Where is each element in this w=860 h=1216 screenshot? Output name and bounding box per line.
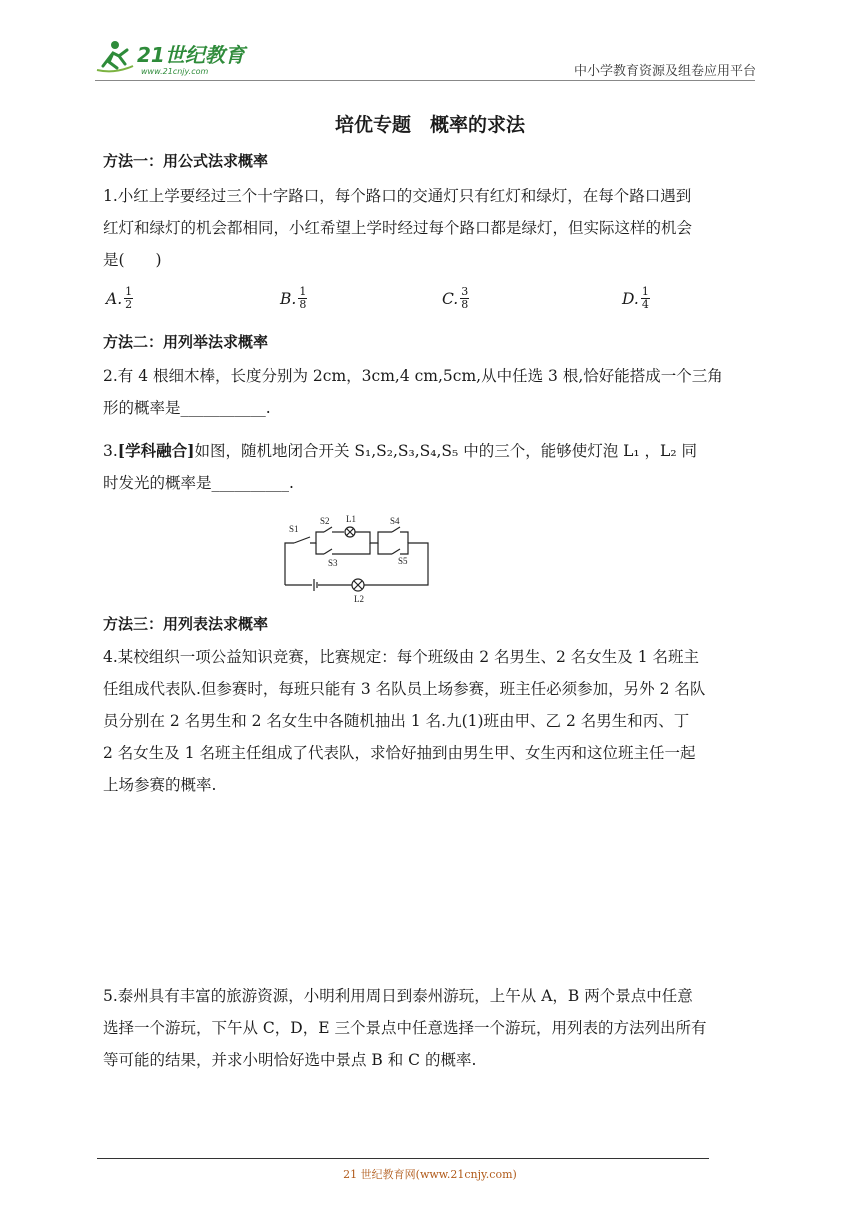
question-1 — [103, 180, 763, 276]
question-2 — [103, 360, 763, 424]
question-2-line-1: 2.有 4 根细木棒，长度分别为 2cm，3cm,4 cm,5cm,从中任选 3 根,恰好能搭成一个三角 — [103, 367, 723, 385]
svg-text:www.21cnjy.com: www.21cnjy.com — [141, 67, 209, 76]
option-d: D. $\frac{1}{4}$ — [622, 285, 649, 311]
header-divider — [95, 80, 755, 81]
subject-fusion-tag: [学科融合] — [117, 441, 195, 460]
question-1-line-2: 红灯和绿灯的机会都相同，小红希望上学时经过每个路口都是绿灯，但实际这样的机会 — [103, 219, 693, 237]
section-heading-formula: 方法一：用公式法求概率 — [103, 152, 269, 170]
option-a: A. $\frac{1}{2}$ — [106, 285, 133, 311]
question-4-line-2: 任组成代表队.但参赛时，每班只能有 3 名队员上场参赛，班主任必须参加，另外 2 名队 — [103, 680, 706, 698]
question-5-line-3: 等可能的结果，并求小明恰好选中景点 B 和 C 的概率. — [103, 1051, 477, 1069]
page-title: 培优专题 概率的求法 — [334, 114, 525, 136]
option-c: C. $\frac{3}{8}$ — [442, 285, 469, 311]
label-l2: L2 — [354, 594, 364, 604]
svg-text:21世纪教育: 21世纪教育 — [137, 43, 245, 67]
question-4-line-5: 上场参赛的概率. — [103, 776, 217, 794]
header-platform-text: 中小学教育资源及组卷应用平台 — [573, 64, 756, 79]
question-4-line-3: 员分别在 2 名男生和 2 名女生中各随机抽出 1 名.九(1)班由甲、乙 2 名男生和丙、丁 — [103, 712, 690, 730]
footer-link[interactable]: 21 世纪教育网(www.21cnjy.com) — [343, 1168, 517, 1181]
section-heading-table: 方法三：用列表法求概率 — [103, 615, 269, 633]
question-5-line-2: 选择一个游玩，下午从 C，D，E 三个景点中任意选择一个游玩，用列表的方法列出所有 — [103, 1019, 707, 1037]
circuit-diagram — [280, 510, 430, 610]
label-s3: S3 — [328, 558, 338, 568]
label-s5: S5 — [398, 556, 408, 566]
label-s4: S4 — [390, 516, 400, 526]
question-1-line-1: 1.小红上学要经过三个十字路口，每个路口的交通灯只有红灯和绿灯，在每个路口遇到 — [103, 187, 692, 205]
label-l1: L1 — [346, 514, 356, 524]
runner-icon — [97, 41, 133, 71]
question-5 — [103, 980, 763, 1076]
brand-logo — [95, 36, 260, 78]
option-b: B. $\frac{1}{8}$ — [280, 285, 307, 311]
question-5-line-1: 5.泰州具有丰富的旅游资源，小明利用周日到泰州游玩，上午从 A，B 两个景点中任意 — [103, 987, 693, 1005]
question-4-line-4: 2 名女生及 1 名班主任组成了代表队，求恰好抽到由男生甲、女生丙和这位班主任一起 — [103, 744, 696, 762]
footer-divider — [97, 1158, 709, 1159]
question-1-line-3: 是( ) — [103, 251, 162, 269]
question-4-line-1: 4.某校组织一项公益知识竞赛，比赛规定：每个班级由 2 名男生、2 名女生及 1 名班主 — [103, 648, 700, 666]
question-3-line-1: 3.[学科融合]如图，随机地闭合开关 S₁,S₂,S₃,S₄,S₅ 中的三个，能够使灯泡 L₁ ，L₂ 同 — [103, 441, 697, 460]
label-s2: S2 — [320, 516, 330, 526]
question-4 — [103, 641, 763, 801]
question-3-line-2: 时发光的概率是__________. — [103, 474, 294, 492]
question-3 — [103, 435, 763, 499]
label-s1: S1 — [289, 524, 299, 534]
question-2-line-2: 形的概率是___________. — [103, 399, 271, 417]
section-heading-enumeration: 方法二：用列举法求概率 — [103, 333, 269, 351]
